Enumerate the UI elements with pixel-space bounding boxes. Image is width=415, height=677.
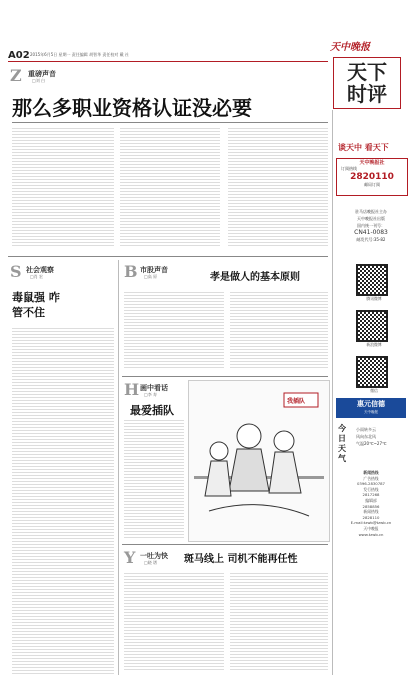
text-column: [124, 572, 224, 672]
contacts-title: 新闻热线: [363, 470, 379, 475]
headline-zhongsheng: 那么多职业资格认证没必要: [12, 96, 252, 120]
partner-logo-sub: 天中晚报: [364, 410, 378, 414]
weather-line: 气温20℃~27℃: [356, 441, 387, 446]
section-name-market: 市股声音: [140, 266, 168, 274]
header-rule: [8, 61, 328, 62]
text-column: [228, 128, 328, 248]
section-name-yipin: 一吐为快: [140, 552, 168, 560]
page-number: A02: [8, 50, 30, 61]
contact-line: 天中晚报: [363, 525, 379, 531]
divider-middle: [8, 256, 328, 257]
publisher-info: [336, 208, 406, 243]
cartoon-tag: 我插队: [287, 398, 306, 405]
weather-box: [336, 424, 406, 464]
partner-logo: [336, 398, 406, 418]
section-byline-zhongsheng: □刘 白: [32, 78, 46, 83]
qr-code-sina[interactable]: [356, 310, 388, 342]
section-name-cartoon: 画中看话: [140, 384, 168, 392]
qr-code-tencent[interactable]: [356, 264, 388, 296]
publisher-line: 天中晚报社出版: [357, 216, 385, 221]
text-column: [124, 420, 184, 540]
contacts-box: [336, 470, 406, 537]
column-divider: [118, 260, 119, 675]
slogan: 谈天中 看天下: [338, 143, 389, 152]
contact-line: 新闻热线: [363, 509, 379, 515]
publisher-line: 国内统一刊号：: [357, 223, 385, 228]
ad-title: 天中晚报社: [359, 160, 385, 166]
qr-label-wechat: 微信: [370, 388, 378, 393]
contact-line: 0396-2830787: [357, 481, 385, 487]
contact-line: 2828110: [362, 514, 380, 520]
ad-hot: 订阅热线: [341, 166, 357, 171]
section-letter-h: H: [124, 380, 140, 399]
cartoon-drawing: [189, 381, 329, 541]
cartoon-illustration: [188, 380, 330, 542]
divider-market: [122, 376, 328, 377]
contact-line: 2858856: [362, 503, 380, 509]
weather-title: 今日天气: [338, 424, 346, 463]
qr-label-tencent: 腾讯微博: [366, 296, 382, 301]
qr-code-wechat[interactable]: [356, 356, 388, 388]
section-name-zhongsheng: 重磅声音: [28, 70, 56, 78]
contact-line: 编辑部: [365, 497, 377, 503]
contact-line: 发行热线: [363, 486, 379, 492]
headline-market: 孝是做人的基本原则: [210, 272, 300, 283]
weather-line: 小雨转多云: [356, 427, 376, 432]
ad-phone: 2820110: [350, 172, 394, 182]
section-name-social: 社会观察: [26, 266, 54, 274]
publisher-line: 邮发代号:35-82: [356, 237, 386, 242]
masthead-brand: 天中晚报: [330, 42, 370, 53]
ad-note: 邮局订阅: [364, 182, 380, 187]
section-letter-y: Y: [124, 548, 136, 567]
contact-line: 2817268: [362, 492, 380, 498]
text-column: [230, 290, 328, 370]
text-column: [124, 290, 224, 370]
partner-logo-text: 惠元信德: [357, 400, 385, 408]
section-byline-cartoon: □李 寿: [144, 392, 158, 397]
contact-line: 广告热线: [363, 475, 379, 481]
divider-zhongsheng: [12, 122, 328, 123]
sidebar-divider: [332, 110, 333, 675]
header-meta: 2015年6月5日 星期一 责任编辑 胡智华 责任校对 戴 社: [30, 52, 129, 57]
text-column: [12, 326, 114, 676]
qr-label-sina: 新浪微博: [366, 342, 382, 347]
weather-line: 风向东北风: [356, 434, 376, 439]
headline-social: 毒鼠强 咋管不住: [12, 291, 60, 319]
text-column: [12, 128, 114, 248]
text-column: [230, 572, 328, 672]
text-column: [120, 128, 220, 248]
column-box: [333, 57, 401, 109]
divider-cartoon: [122, 544, 328, 545]
publisher-line: 驻马店晚报社主办: [355, 209, 387, 214]
subscription-ad: [336, 158, 408, 196]
column-title: 天下时评: [347, 60, 387, 106]
headline-yipin: 斑马线上 司机不能再任性: [184, 554, 298, 565]
section-byline-social: □肖 宏: [30, 274, 44, 279]
contact-line: E-mail:tzwb@tzwb.cn: [350, 520, 392, 526]
publisher-line: CN41-0083: [354, 229, 388, 236]
section-byline-market: □高 原: [144, 274, 158, 279]
section-byline-yipin: □晓 谱: [144, 560, 158, 565]
headline-cartoon: 最爱插队: [130, 404, 174, 417]
section-letter-z: Z: [10, 66, 22, 85]
contact-line: www.tzwb.cn: [358, 531, 384, 537]
section-letter-s: S: [10, 262, 22, 281]
section-letter-b: B: [124, 262, 138, 281]
